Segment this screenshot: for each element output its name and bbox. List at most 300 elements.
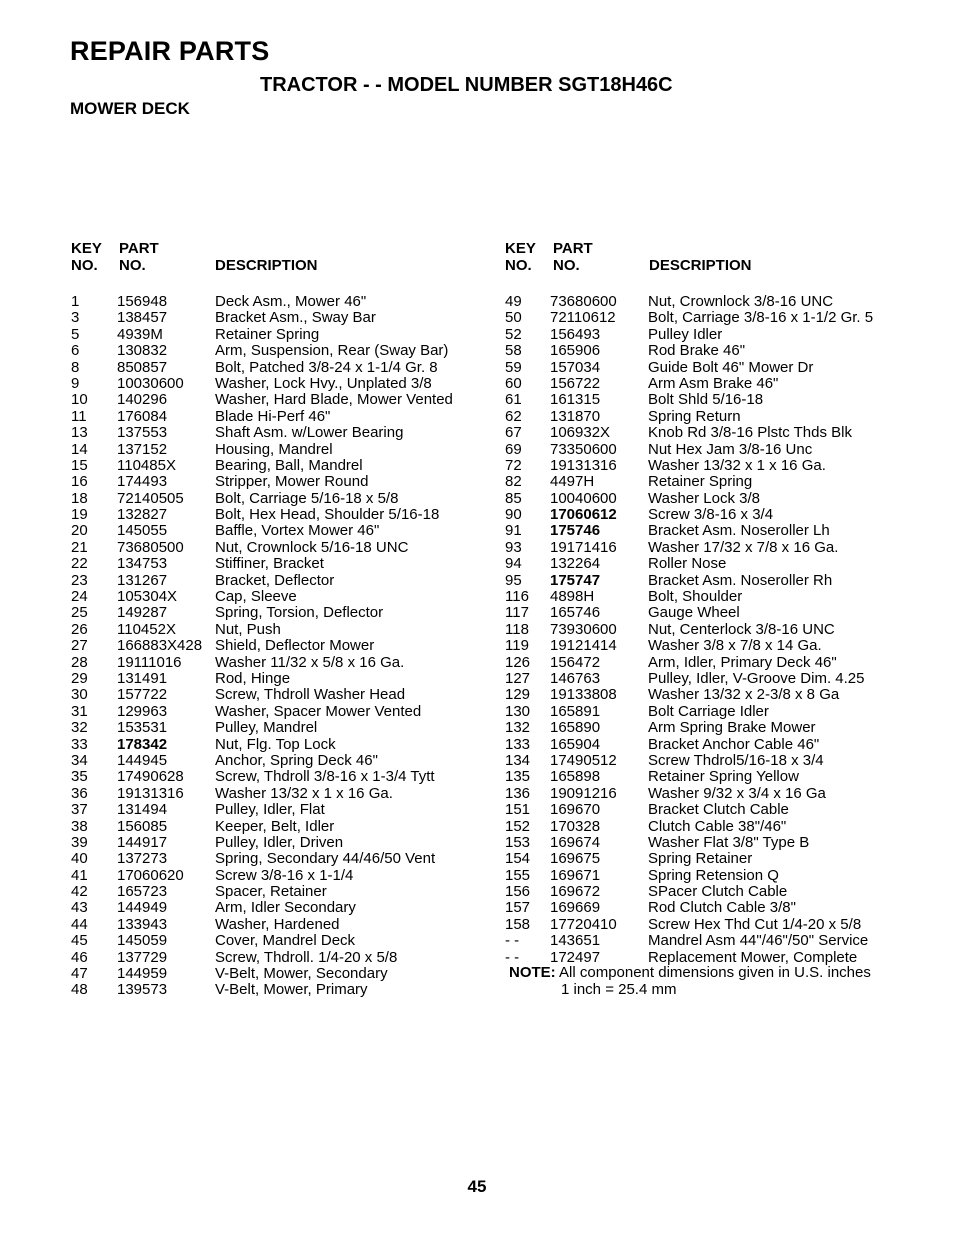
- part-number: 165890: [550, 719, 601, 737]
- key-number: 156: [505, 883, 531, 901]
- part-description: Screw, Thdroll. 1/4-20 x 5/8: [215, 948, 398, 966]
- part-description: Nut Hex Jam 3/8-16 Unc: [648, 440, 813, 458]
- table-row: [505, 540, 900, 556]
- part-number: 133943: [117, 915, 168, 933]
- key-no-header: KEY NO.: [505, 240, 536, 274]
- key-number: 1: [71, 293, 80, 310]
- table-row: [505, 310, 900, 326]
- table-row: [71, 753, 491, 769]
- key-number: 9: [71, 374, 80, 392]
- key-number: 85: [505, 489, 522, 507]
- part-number: 73350600: [550, 440, 617, 458]
- part-description: Baffle, Vortex Mower 46": [215, 522, 380, 540]
- table-row: [505, 442, 900, 458]
- key-number: 33: [71, 735, 88, 753]
- table-row: [71, 868, 491, 884]
- key-number: 46: [71, 948, 88, 966]
- dimension-note: [509, 964, 871, 998]
- part-no-header: PART NO.: [119, 240, 159, 274]
- part-description: Retainer Spring: [215, 325, 320, 343]
- table-row: [71, 360, 491, 376]
- table-row: [505, 851, 900, 867]
- table-row: [71, 655, 491, 671]
- part-description: Nut, Crownlock 5/16-18 UNC: [215, 538, 409, 556]
- part-description: Washer 13/32 x 1 x 16 Ga.: [648, 456, 826, 474]
- table-row: [505, 671, 900, 687]
- key-number: 41: [71, 866, 88, 884]
- key-number: 91: [505, 522, 522, 540]
- table-row: [71, 376, 491, 392]
- part-description: Washer Flat 3/8" Type B: [648, 833, 810, 851]
- table-row: [71, 802, 491, 818]
- key-number: 10: [71, 391, 88, 409]
- key-number: 67: [505, 424, 522, 442]
- part-number: 10040600: [550, 489, 617, 507]
- table-row: [71, 327, 491, 343]
- part-number: 144917: [117, 833, 168, 851]
- table-row: [505, 638, 900, 654]
- table-row: [505, 343, 900, 359]
- table-row: [71, 392, 491, 408]
- table-row: [71, 638, 491, 654]
- table-row: [71, 573, 491, 589]
- part-number: 17720410: [550, 915, 617, 933]
- key-number: 132: [505, 719, 531, 737]
- part-number: 132264: [550, 555, 601, 573]
- part-description: Screw 3/8-16 x 1-1/4: [215, 866, 354, 884]
- part-number: 19111016: [117, 653, 182, 671]
- part-number: 17060620: [117, 866, 184, 884]
- key-number: 136: [505, 784, 531, 802]
- part-number: 145055: [117, 522, 168, 540]
- key-number: 35: [71, 768, 88, 786]
- key-number: 158: [505, 915, 531, 933]
- part-number: 134753: [117, 555, 168, 573]
- key-number: 130: [505, 702, 531, 720]
- part-number: 165904: [550, 735, 601, 753]
- key-number: 82: [505, 473, 522, 491]
- key-number: 31: [71, 702, 88, 720]
- part-no-header: PART NO.: [553, 240, 593, 274]
- part-description: Rod, Hinge: [215, 669, 291, 687]
- table-row: [71, 819, 491, 835]
- part-description: Pulley Idler: [648, 325, 723, 343]
- table-row: [71, 917, 491, 933]
- part-number: 105304X: [117, 588, 178, 606]
- part-description: Pulley, Idler, Flat: [215, 801, 325, 819]
- part-number: 157722: [117, 686, 168, 704]
- part-number: 129963: [117, 702, 168, 720]
- part-number: 138457: [117, 309, 168, 327]
- part-number: 169670: [550, 801, 601, 819]
- key-number: 45: [71, 932, 88, 950]
- part-number: 165906: [550, 342, 601, 360]
- table-row: [71, 982, 491, 998]
- page-number: 45: [467, 1177, 487, 1196]
- part-number: 178342: [117, 735, 168, 753]
- parts-table-left: [71, 240, 491, 999]
- part-description: Washer 13/32 x 2-3/8 x 8 Ga: [648, 686, 840, 704]
- part-description: Bracket Asm., Sway Bar: [215, 309, 376, 327]
- part-description: Retainer Spring Yellow: [648, 768, 799, 786]
- part-number: 166883X428: [117, 637, 203, 655]
- table-row: [71, 687, 491, 703]
- part-description: Screw, Thdroll 3/8-16 x 1-3/4 Tytt: [215, 768, 435, 786]
- key-number: 22: [71, 555, 88, 573]
- part-description: Washer, Hardened: [215, 915, 340, 933]
- key-number: 42: [71, 883, 88, 901]
- key-number: 153: [505, 833, 531, 851]
- key-number: 25: [71, 604, 88, 622]
- part-number: 137273: [117, 850, 168, 868]
- part-number: 137729: [117, 948, 168, 966]
- key-number: - -: [505, 948, 520, 966]
- part-number: 10030600: [117, 374, 184, 392]
- table-row: [505, 458, 900, 474]
- part-description: Stiffiner, Bracket: [215, 555, 324, 573]
- part-number: 156722: [550, 374, 601, 392]
- table-row: [71, 442, 491, 458]
- part-description: Nut, Crownlock 3/8-16 UNC: [648, 293, 834, 310]
- part-description: Bolt, Patched 3/8-24 x 1-1/4 Gr. 8: [215, 358, 438, 376]
- table-row: [505, 491, 900, 507]
- part-number: 4497H: [550, 473, 595, 491]
- note-line1: All component dimensions given in U.S. inches: [559, 964, 871, 981]
- part-number: 19131316: [550, 456, 617, 474]
- table-row: [505, 819, 900, 835]
- part-description: Pulley, Idler, Driven: [215, 833, 344, 851]
- model-subtitle: TRACTOR - - MODEL NUMBER SGT18H46C: [260, 74, 673, 96]
- part-number: 165723: [117, 883, 168, 901]
- key-number: 8: [71, 358, 80, 376]
- table-row: [71, 523, 491, 539]
- key-number: 58: [505, 342, 522, 360]
- part-description: Rod Clutch Cable 3/8": [648, 899, 796, 917]
- key-number: 40: [71, 850, 88, 868]
- table-row: [505, 605, 900, 621]
- table-row: [71, 900, 491, 916]
- part-number: 850857: [117, 358, 168, 376]
- key-number: 135: [505, 768, 531, 786]
- table-row: [505, 294, 900, 310]
- table-row: [505, 523, 900, 539]
- table-row: [505, 868, 900, 884]
- part-description: Shield, Deflector Mower: [215, 637, 375, 655]
- part-number: 19171416: [550, 538, 617, 556]
- part-number: 161315: [550, 391, 601, 409]
- key-number: 48: [71, 981, 88, 999]
- part-description: Washer 9/32 x 3/4 x 16 Ga: [648, 784, 826, 802]
- key-number: 37: [71, 801, 88, 819]
- part-number: 110485X: [117, 456, 176, 474]
- key-number: 44: [71, 915, 88, 933]
- part-description: Bolt, Carriage 3/8-16 x 1-1/2 Gr. 5: [648, 309, 874, 327]
- part-description: Screw Thdrol5/16-18 x 3/4: [648, 751, 824, 769]
- part-description: Spring, Torsion, Deflector: [215, 604, 384, 622]
- part-number: 140296: [117, 391, 168, 409]
- part-description: Bolt, Carriage 5/16-18 x 5/8: [215, 489, 399, 507]
- key-number: 62: [505, 407, 522, 425]
- key-number: 38: [71, 817, 88, 835]
- part-description: Bracket Clutch Cable: [648, 801, 789, 819]
- part-description: SPacer Clutch Cable: [648, 883, 788, 901]
- table-row: [71, 786, 491, 802]
- part-description: Housing, Mandrel: [215, 440, 333, 458]
- part-description: Knob Rd 3/8-16 Plstc Thds Blk: [648, 424, 852, 442]
- table-row: [71, 737, 491, 753]
- part-number: 19091216: [550, 784, 617, 802]
- part-number: 176084: [117, 407, 168, 425]
- key-number: 61: [505, 391, 522, 409]
- key-number: - -: [505, 932, 520, 950]
- part-number: 106932X: [550, 424, 611, 442]
- part-number: 146763: [550, 669, 601, 687]
- part-description: Nut, Centerlock 3/8-16 UNC: [648, 620, 835, 638]
- description-header: DESCRIPTION: [215, 257, 318, 274]
- part-number: 72110612: [550, 309, 616, 327]
- table-row: [71, 851, 491, 867]
- part-description: Retainer Spring: [648, 473, 753, 491]
- key-number: 34: [71, 751, 88, 769]
- part-description: Arm, Idler, Primary Deck 46": [648, 653, 837, 671]
- key-number: 118: [505, 620, 529, 638]
- part-description: Stripper, Mower Round: [215, 473, 369, 491]
- parts-list-right: [505, 294, 900, 966]
- part-number: 144959: [117, 965, 168, 983]
- key-number: 52: [505, 325, 522, 343]
- part-description: Bracket Asm. Noseroller Lh: [648, 522, 830, 540]
- part-number: 149287: [117, 604, 168, 622]
- part-description: Keeper, Belt, Idler: [215, 817, 335, 835]
- part-description: Washer 11/32 x 5/8 x 16 Ga.: [215, 653, 405, 671]
- key-number: 60: [505, 374, 522, 392]
- table-row: [71, 769, 491, 785]
- table-row: [71, 589, 491, 605]
- part-description: Bolt Carriage Idler: [648, 702, 769, 720]
- table-row: [505, 589, 900, 605]
- part-number: 145059: [117, 932, 168, 950]
- key-number: 30: [71, 686, 88, 704]
- table-row: [71, 950, 491, 966]
- part-number: 156472: [550, 653, 601, 671]
- table-row: [505, 556, 900, 572]
- key-number: 95: [505, 571, 522, 589]
- key-number: 11: [71, 407, 87, 425]
- note-line2: 1 inch = 25.4 mm: [561, 981, 677, 998]
- part-description: Screw, Thdroll Washer Head: [215, 686, 406, 704]
- part-description: Bolt Shld 5/16-18: [648, 391, 764, 409]
- part-description: Roller Nose: [648, 555, 727, 573]
- table-row: [71, 933, 491, 949]
- key-number: 151: [505, 801, 531, 819]
- key-number: 119: [505, 637, 529, 655]
- table-row: [71, 425, 491, 441]
- table-row: [505, 753, 900, 769]
- part-number: 170328: [550, 817, 601, 835]
- part-description: Spring Retension Q: [648, 866, 779, 884]
- part-number: 131494: [117, 801, 168, 819]
- part-description: Cap, Sleeve: [215, 588, 297, 606]
- part-description: Rod Brake 46": [648, 342, 746, 360]
- part-number: 169669: [550, 899, 601, 917]
- key-number: 23: [71, 571, 88, 589]
- table-row: [71, 540, 491, 556]
- part-description: Washer 17/32 x 7/8 x 16 Ga.: [648, 538, 839, 556]
- part-description: Bolt, Hex Head, Shoulder 5/16-18: [215, 506, 440, 524]
- part-number: 131491: [117, 669, 168, 687]
- table-header: [71, 240, 491, 276]
- key-number: 32: [71, 719, 88, 737]
- key-number: 116: [505, 588, 529, 606]
- part-description: Bracket Asm. Noseroller Rh: [648, 571, 833, 589]
- part-description: Nut, Push: [215, 620, 281, 638]
- part-number: 169672: [550, 883, 601, 901]
- table-row: [71, 720, 491, 736]
- table-row: [505, 802, 900, 818]
- part-number: 73680500: [117, 538, 184, 556]
- part-number: 169675: [550, 850, 601, 868]
- table-row: [505, 737, 900, 753]
- part-number: 169671: [550, 866, 601, 884]
- table-row: [71, 671, 491, 687]
- part-number: 19131316: [117, 784, 184, 802]
- table-row: [505, 507, 900, 523]
- key-number: 19: [71, 506, 88, 524]
- description-header: DESCRIPTION: [649, 257, 752, 274]
- key-number: 157: [505, 899, 531, 917]
- part-description: Mandrel Asm 44"/46"/50" Service: [648, 932, 869, 950]
- key-number: 6: [71, 342, 80, 360]
- section-heading: MOWER DECK: [70, 99, 190, 118]
- part-number: 157034: [550, 358, 601, 376]
- part-description: Spring Return: [648, 407, 741, 425]
- part-number: 137553: [117, 424, 168, 442]
- key-number: 26: [71, 620, 88, 638]
- table-row: [71, 310, 491, 326]
- part-number: 143651: [550, 932, 601, 950]
- part-number: 169674: [550, 833, 601, 851]
- part-number: 137152: [117, 440, 168, 458]
- table-row: [505, 687, 900, 703]
- part-description: Bearing, Ball, Mandrel: [215, 456, 363, 474]
- table-row: [505, 835, 900, 851]
- part-number: 132827: [117, 506, 168, 524]
- table-row: [71, 491, 491, 507]
- part-number: 19133808: [550, 686, 617, 704]
- part-number: 130832: [117, 342, 168, 360]
- key-number: 21: [71, 538, 88, 556]
- key-number: 126: [505, 653, 531, 671]
- key-number: 29: [71, 669, 88, 687]
- key-number: 127: [505, 669, 531, 687]
- part-number: 4898H: [550, 588, 595, 606]
- key-number: 28: [71, 653, 88, 671]
- table-row: [505, 425, 900, 441]
- key-number: 39: [71, 833, 88, 851]
- part-description: Gauge Wheel: [648, 604, 740, 622]
- table-row: [505, 327, 900, 343]
- table-row: [71, 507, 491, 523]
- table-row: [71, 343, 491, 359]
- part-number: 17060612: [550, 506, 617, 524]
- key-number: 117: [505, 604, 529, 622]
- key-number: 43: [71, 899, 88, 917]
- part-number: 144949: [117, 899, 168, 917]
- table-row: [505, 655, 900, 671]
- part-description: Bracket, Deflector: [215, 571, 335, 589]
- part-description: Deck Asm., Mower 46": [215, 293, 367, 310]
- key-number: 90: [505, 506, 522, 524]
- table-row: [71, 556, 491, 572]
- part-number: 17490628: [117, 768, 184, 786]
- table-row: [505, 392, 900, 408]
- key-no-header: KEY NO.: [71, 240, 102, 274]
- part-number: 165891: [550, 702, 601, 720]
- part-description: Washer Lock 3/8: [648, 489, 760, 507]
- key-number: 154: [505, 850, 531, 868]
- part-description: Arm Spring Brake Mower: [648, 719, 816, 737]
- part-description: Bracket Anchor Cable 46": [648, 735, 820, 753]
- part-description: Cover, Mandrel Deck: [215, 932, 356, 950]
- part-number: 165898: [550, 768, 601, 786]
- key-number: 36: [71, 784, 88, 802]
- part-description: Washer, Lock Hvy., Unplated 3/8: [215, 374, 432, 392]
- key-number: 14: [71, 440, 88, 458]
- part-number: 110452X: [117, 620, 176, 638]
- key-number: 27: [71, 637, 88, 655]
- part-description: Spring, Secondary 44/46/50 Vent: [215, 850, 436, 868]
- part-number: 156493: [550, 325, 601, 343]
- table-row: [505, 917, 900, 933]
- table-row: [505, 900, 900, 916]
- key-number: 69: [505, 440, 522, 458]
- table-row: [505, 786, 900, 802]
- table-row: [71, 294, 491, 310]
- key-number: 3: [71, 309, 80, 327]
- key-number: 5: [71, 325, 80, 343]
- table-row: [505, 360, 900, 376]
- key-number: 20: [71, 522, 88, 540]
- part-number: 175747: [550, 571, 601, 589]
- key-number: 133: [505, 735, 531, 753]
- part-number: 73930600: [550, 620, 617, 638]
- part-description: Clutch Cable 38"/46": [648, 817, 787, 835]
- page-title: REPAIR PARTS: [70, 36, 270, 66]
- part-number: 131870: [550, 407, 601, 425]
- key-number: 13: [71, 424, 88, 442]
- key-number: 24: [71, 588, 88, 606]
- table-header: [505, 240, 900, 276]
- table-row: [71, 409, 491, 425]
- part-description: Shaft Asm. w/Lower Bearing: [215, 424, 404, 442]
- part-number: 72140505: [117, 489, 184, 507]
- table-row: [505, 573, 900, 589]
- table-row: [505, 474, 900, 490]
- key-number: 93: [505, 538, 522, 556]
- part-description: Screw 3/8-16 x 3/4: [648, 506, 774, 524]
- part-number: 156085: [117, 817, 168, 835]
- part-description: Washer, Hard Blade, Mower Vented: [215, 391, 453, 409]
- table-row: [71, 622, 491, 638]
- table-row: [505, 376, 900, 392]
- table-row: [505, 884, 900, 900]
- table-row: [71, 704, 491, 720]
- key-number: 49: [505, 293, 522, 310]
- table-row: [71, 474, 491, 490]
- key-number: 94: [505, 555, 522, 573]
- key-number: 47: [71, 965, 88, 983]
- key-number: 155: [505, 866, 531, 884]
